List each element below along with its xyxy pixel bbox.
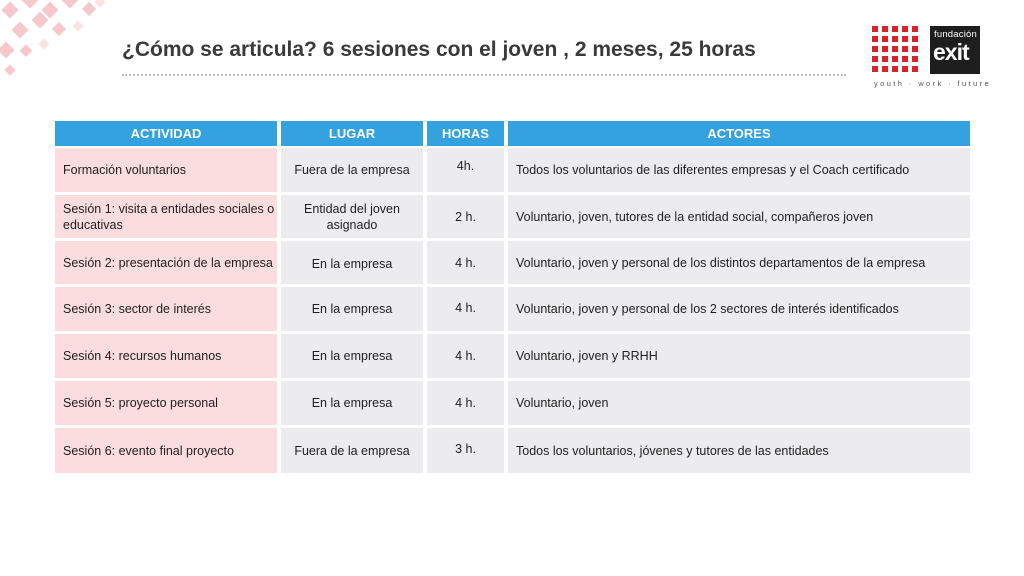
row-5-actores: Voluntario, joven y RRHH: [508, 334, 970, 378]
slide-title: ¿Cómo se articula? 6 sesiones con el joven , 2 meses, 25 horas: [122, 38, 756, 61]
row-5-lugar: En la empresa: [281, 334, 423, 378]
row-5-horas: 4 h.: [427, 334, 504, 378]
row-1-lugar: Fuera de la empresa: [281, 148, 423, 192]
row-7-lugar: Fuera de la empresa: [281, 428, 423, 473]
title-divider: [122, 74, 846, 76]
logo-box: [930, 26, 980, 74]
fundacion-exit-logo: [872, 26, 992, 90]
row-2-actividad: Sesión 1: visita a entidades sociales o educativas: [55, 195, 277, 238]
row-4-actividad: Sesión 3: sector de interés: [55, 287, 277, 331]
row-4-horas: 4 h.: [427, 287, 504, 331]
row-3-actividad: Sesión 2: presentación de la empresa: [55, 241, 277, 284]
logo-dot-grid-icon: [872, 26, 924, 74]
header-actores: ACTORES: [508, 121, 970, 146]
logo-line2: exit: [933, 39, 969, 65]
header-horas: HORAS: [427, 121, 504, 146]
row-7-actores: Todos los voluntarios, jóvenes y tutores de las entidades: [508, 428, 970, 473]
header-actividad: ACTIVIDAD: [55, 121, 277, 146]
row-3-lugar: En la empresa: [281, 241, 423, 284]
row-6-lugar: En la empresa: [281, 381, 423, 425]
row-2-horas: 2 h.: [427, 195, 504, 238]
row-5-actividad: Sesión 4: recursos humanos: [55, 334, 277, 378]
header-lugar: LUGAR: [281, 121, 423, 146]
row-1-actividad: Formación voluntarios: [55, 148, 277, 192]
row-6-actores: Voluntario, joven: [508, 381, 970, 425]
row-4-actores: Voluntario, joven y personal de los 2 sectores de interés identificados: [508, 287, 970, 331]
row-1-actores: Todos los voluntarios de las diferentes empresas y el Coach certificado: [508, 148, 970, 192]
row-3-actores: Voluntario, joven y personal de los distintos departamentos de la empresa: [508, 241, 970, 284]
row-7-actividad: Sesión 6: evento final proyecto: [55, 428, 277, 473]
row-6-horas: 4 h.: [427, 381, 504, 425]
row-7-horas: 3 h.: [427, 428, 504, 473]
row-3-horas: 4 h.: [427, 241, 504, 284]
decorative-diamond-pattern: [0, 0, 120, 90]
row-6-actividad: Sesión 5: proyecto personal: [55, 381, 277, 425]
row-2-lugar: Entidad del joven asignado: [281, 195, 423, 238]
logo-tagline: youth · work · future: [874, 79, 992, 88]
row-2-actores: Voluntario, joven, tutores de la entidad social, compañeros joven: [508, 195, 970, 238]
logo-line1: fundación: [934, 29, 978, 40]
row-4-lugar: En la empresa: [281, 287, 423, 331]
row-1-horas: 4h.: [427, 148, 504, 192]
